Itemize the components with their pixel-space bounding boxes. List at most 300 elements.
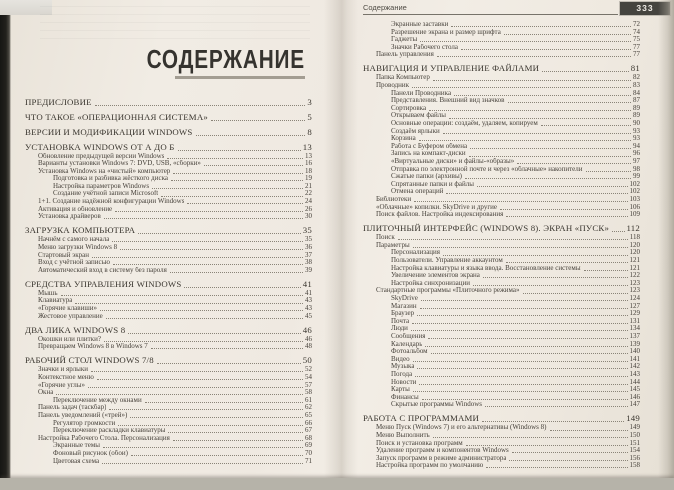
toc-entry-label: Сортировка — [391, 104, 427, 112]
dot-leader — [508, 97, 632, 103]
dot-leader — [486, 462, 627, 468]
dot-leader — [104, 336, 303, 342]
contents-title-underline — [175, 76, 305, 79]
dot-leader — [422, 394, 628, 400]
dot-leader — [95, 97, 306, 106]
dot-leader — [461, 44, 631, 50]
toc-entry-page: 89 — [633, 103, 640, 112]
toc-entry-label: Папка Компьютер — [376, 74, 430, 82]
toc-entry-row — [363, 150, 640, 158]
toc-entry-page: 89 — [633, 111, 640, 120]
contents-title: СОДЕРЖАНИЕ — [146, 44, 305, 74]
toc-entry-page: 52 — [305, 365, 312, 374]
toc-entry-row — [25, 382, 312, 390]
toc-entry-page: 81 — [630, 63, 640, 74]
dot-leader — [428, 333, 627, 339]
toc-entry-row — [363, 280, 640, 288]
toc-entry-page: 118 — [629, 233, 640, 242]
toc-entry-label: «Горячие углы» — [38, 381, 85, 389]
toc-entry-row — [25, 435, 312, 443]
toc-entry-label: Значки Рабочего стола — [391, 43, 459, 51]
dot-leader — [161, 190, 303, 196]
toc-entry-label: Поиск — [376, 234, 395, 242]
toc-entry-page: 41 — [302, 278, 312, 289]
dot-leader — [145, 397, 303, 403]
toc-entry-page: 94 — [633, 141, 640, 150]
scanner-edge-bottom — [0, 478, 674, 490]
toc-entry-page: 106 — [629, 202, 640, 211]
dot-leader — [413, 356, 628, 362]
dot-leader — [420, 303, 628, 309]
toc-entry-label: «Облачные» копилки. SkyDrive и другие — [376, 203, 498, 211]
toc-entry-row — [363, 272, 640, 280]
toc-entry-row — [25, 259, 312, 267]
toc-entry-row — [25, 213, 312, 221]
toc-entry-label: РАБОТА С ПРОГРАММАМИ — [363, 413, 480, 424]
dot-leader — [115, 206, 303, 212]
toc-entry-label: Музыка — [391, 363, 415, 371]
dot-leader — [88, 382, 303, 388]
page-number-badge: 333 — [620, 2, 670, 15]
toc-entry-row — [363, 287, 640, 295]
toc-entry-row — [363, 424, 640, 432]
dot-leader — [473, 280, 627, 286]
toc-entry-page: 43 — [305, 296, 312, 305]
toc-entry-label: Магазин — [391, 302, 417, 310]
dot-leader — [417, 310, 627, 316]
toc-entry-label: Представления. Внешний вид значков — [391, 97, 505, 105]
toc-entry-label: Регулятор громкости — [53, 419, 116, 427]
dot-leader — [469, 150, 631, 156]
toc-entry-label: Фотоальбом — [391, 348, 428, 356]
toc-entry-page: 143 — [629, 369, 640, 378]
toc-entry-page: 84 — [633, 88, 640, 97]
dot-leader — [485, 401, 628, 407]
running-header — [352, 0, 660, 18]
dot-leader — [75, 297, 303, 303]
dot-leader — [483, 272, 628, 278]
toc-entry-row — [363, 211, 640, 219]
toc-entry-page: 57 — [305, 380, 312, 389]
toc-entry-label: НАВИГАЦИЯ И УПРАВЛЕНИЕ ФАЙЛАМИ — [363, 63, 540, 74]
dot-leader — [443, 128, 631, 134]
dot-leader — [411, 325, 628, 331]
toc-entry-row — [363, 120, 640, 128]
toc-entry-label: Поиск и установка программ — [376, 439, 463, 447]
toc-entry-page: 58 — [305, 388, 312, 397]
toc-entry-page: 103 — [629, 194, 640, 203]
toc-entry-page: 18 — [305, 166, 312, 175]
toc-entry-label: Открываем файлы — [391, 112, 446, 120]
toc-entry-label: УСТАНОВКА WINDOWS ОТ А ДО Б — [25, 141, 175, 152]
toc-entry-label: «Виртуальные диски» и файлы-«образы» — [391, 158, 515, 165]
toc-entry-row — [25, 153, 312, 161]
toc-entry-label: Удаление программ и компонентов Windows — [376, 447, 509, 455]
dot-leader — [413, 242, 628, 248]
toc-entry-row — [363, 356, 640, 364]
dot-leader — [118, 420, 303, 426]
toc-entry-page: 30 — [305, 212, 312, 221]
toc-entry-label: Цветовая схема — [53, 457, 100, 465]
toc-entry-row — [363, 310, 640, 318]
dot-leader — [482, 413, 624, 422]
toc-entry-row — [25, 397, 312, 405]
left-page — [10, 0, 332, 478]
toc-chapter-row — [25, 127, 312, 138]
dot-leader — [431, 348, 628, 354]
dot-leader — [56, 389, 303, 395]
dot-leader — [196, 127, 306, 136]
toc-entry-label: Финансы — [391, 393, 419, 401]
toc-entry-label: Отмена операций — [391, 188, 444, 196]
toc-chapter-row — [25, 97, 312, 108]
toc-entry-page: 37 — [305, 250, 312, 259]
toc-entry-page: 16 — [305, 159, 312, 168]
toc-entry-label: Гаджеты — [391, 36, 418, 44]
dot-leader — [187, 198, 303, 204]
toc-chapter-row — [363, 223, 640, 234]
toc-entry-row — [25, 244, 312, 252]
toc-entry-row — [363, 51, 640, 59]
toc-entry-row — [363, 90, 640, 98]
dot-leader — [454, 90, 631, 96]
toc-entry-page: 35 — [305, 235, 312, 244]
toc-entry-label: Варианты установки Windows 7: DVD, USB, «сборки» — [38, 160, 201, 168]
toc-entry-row — [363, 143, 640, 151]
toc-entry-row — [363, 432, 640, 440]
toc-entry-label: Почта — [391, 317, 410, 325]
dot-leader — [421, 295, 628, 301]
toc-entry-label: Параметры — [376, 241, 410, 249]
dot-leader — [152, 183, 303, 189]
toc-entry-row — [363, 265, 640, 273]
toc-entry-page: 19 — [305, 174, 312, 183]
dot-leader — [61, 290, 303, 296]
toc-entry-label: Создаём ярлыки — [391, 127, 440, 135]
toc-entry-row — [363, 440, 640, 448]
toc-entry-page: 124 — [629, 294, 640, 302]
right-page — [352, 0, 660, 478]
toc-entry-row — [363, 166, 640, 174]
toc-entry-label: Меню загрузки Windows 8 — [38, 243, 118, 251]
toc-entry-row — [363, 303, 640, 311]
toc-entry-page: 5 — [307, 111, 312, 122]
toc-entry-label: Сжатые папки (архивы) — [391, 173, 462, 181]
toc-chapter-row — [25, 325, 312, 336]
toc-entry-page: 8 — [307, 126, 312, 137]
dot-leader — [128, 325, 301, 334]
running-header-title: Содержание — [363, 3, 407, 12]
dot-leader — [443, 249, 627, 255]
toc-entry-row — [363, 36, 640, 44]
toc-entry-page: 21 — [305, 181, 312, 190]
dot-leader — [413, 386, 628, 392]
toc-entry-row — [363, 105, 640, 113]
dot-leader — [178, 142, 301, 151]
toc-entry-page: 120 — [629, 240, 640, 249]
dot-leader — [412, 82, 631, 88]
toc-entry-page: 158 — [629, 461, 640, 470]
toc-entry-label: Мышь — [38, 289, 58, 297]
toc-entry-row — [25, 160, 312, 168]
toc-entry-row — [25, 290, 312, 298]
dot-leader — [465, 173, 631, 179]
dot-leader — [517, 158, 631, 164]
toc-entry-page: 13 — [305, 151, 312, 160]
dot-leader — [167, 153, 303, 159]
toc-entry-row — [363, 188, 640, 196]
dot-leader — [92, 252, 303, 258]
toc-entry-row — [25, 427, 312, 435]
toc-entry-label: Активация и обновление — [38, 205, 113, 213]
dot-leader — [446, 188, 627, 194]
toc-entry-row — [25, 267, 312, 275]
toc-entry-label: Установка Windows на «чистый» компьютер — [38, 167, 171, 175]
toc-entry-row — [363, 257, 640, 265]
toc-entry-label: Переключение раскладки клавиатуры — [53, 427, 166, 435]
dot-leader — [437, 51, 631, 57]
dot-leader — [120, 244, 303, 250]
toc-entry-page: 102 — [629, 187, 640, 196]
toc-entry-row — [363, 363, 640, 371]
toc-entry-page: 39 — [305, 265, 312, 274]
toc-chapter-row — [25, 225, 312, 236]
contents-title-block — [107, 46, 305, 79]
toc-entry-page: 98 — [633, 164, 640, 173]
toc-entry-row — [363, 348, 640, 356]
toc-entry-page: 102 — [629, 179, 640, 188]
toc-entry-label: Панель задач (таскбар) — [38, 404, 107, 412]
toc-entry-page: 26 — [305, 204, 312, 213]
dot-leader — [504, 29, 631, 35]
toc-entry-page: 54 — [305, 372, 312, 381]
toc-entry-label: 1+1. Создание надёжной конфигурации Windows — [38, 198, 185, 206]
dot-leader — [433, 432, 628, 438]
toc-entry-label: ДВА ЛИКА WINDOWS 8 — [25, 324, 126, 335]
toc-entry-page: 121 — [629, 256, 640, 265]
toc-entry-page: 35 — [302, 225, 312, 236]
toc-entry-label: Библиотеки — [376, 195, 412, 203]
dot-leader — [419, 135, 631, 141]
toc-entry-page: 41 — [305, 288, 312, 297]
toc-entry-row — [25, 389, 312, 397]
toc-entry-row — [25, 236, 312, 244]
toc-entry-row — [363, 204, 640, 212]
toc-entry-label: Панели Проводника — [391, 89, 452, 97]
dot-leader — [419, 379, 627, 385]
dot-leader — [211, 112, 305, 121]
dot-leader — [500, 204, 627, 210]
toc-entry-page: 150 — [629, 431, 640, 439]
toc-entry-row — [25, 458, 312, 466]
toc-entry-page: 121 — [629, 263, 640, 272]
running-header-rule — [363, 14, 618, 15]
dot-leader — [100, 305, 303, 311]
toc-entry-row — [363, 158, 640, 166]
dot-leader — [204, 160, 303, 166]
toc-entry-page: 123 — [629, 278, 640, 287]
toc-entry-row — [25, 183, 312, 191]
toc-entry-row — [363, 318, 640, 326]
toc-entry-page: 3 — [307, 96, 312, 107]
dot-leader — [550, 424, 628, 430]
toc-entry-page: 74 — [633, 27, 640, 36]
toc-entry-page: 77 — [633, 50, 640, 59]
toc-entry-row — [25, 336, 312, 344]
toc-entry-page: 69 — [305, 441, 312, 450]
toc-chapter-row — [363, 63, 640, 74]
toc-entry-row — [25, 313, 312, 321]
toc-entry-label: SkyDrive — [391, 295, 418, 302]
toc-entry-row — [363, 295, 640, 303]
toc-entry-row — [363, 447, 640, 455]
toc-entry-label: Значки и ярлыки — [38, 366, 88, 374]
dot-leader — [584, 265, 628, 271]
dot-leader — [157, 355, 301, 364]
dot-leader — [130, 412, 303, 418]
toc-entry-label: Окна — [38, 389, 54, 397]
toc-entry-label: Вход с учётной записью — [38, 259, 111, 267]
toc-chapter-row — [25, 142, 312, 153]
dot-leader — [97, 374, 303, 380]
toc-entry-label: Пользователи. Управление аккаунтом — [391, 257, 503, 265]
toc-entry-page: 43 — [305, 304, 312, 312]
toc-entry-row — [25, 175, 312, 183]
dot-leader — [184, 279, 300, 288]
right-toc — [363, 21, 640, 470]
toc-entry-page: 13 — [302, 141, 312, 152]
toc-entry-page: 68 — [305, 433, 312, 442]
toc-entry-page: 45 — [305, 311, 312, 320]
toc-entry-row — [25, 190, 312, 198]
toc-entry-label: Стандартные программы «Плиточного режима» — [376, 287, 520, 295]
toc-entry-page: 65 — [305, 410, 312, 419]
dot-leader — [168, 427, 303, 433]
toc-entry-page: 72 — [633, 20, 640, 28]
toc-entry-row — [363, 379, 640, 387]
toc-entry-page: 77 — [633, 42, 640, 51]
toc-entry-label: Отправка по электронной почте и через «облачные» накопители — [391, 165, 583, 173]
dot-leader — [433, 74, 631, 80]
dot-leader — [506, 257, 628, 263]
toc-entry-label: Превращаем Windows 8 в Windows 7 — [38, 343, 148, 351]
dot-leader — [586, 166, 631, 172]
toc-entry-label: Меню Пуск (Windows 7) и его альтернативы (Windows 8) — [376, 424, 547, 432]
toc-entry-row — [363, 196, 640, 204]
toc-entry-label: ЗАГРУЗКА КОМПЬЮТЕРА — [25, 225, 136, 236]
toc-entry-row — [363, 135, 640, 143]
toc-entry-label: РАБОЧИЙ СТОЛ WINDOWS 7/8 — [25, 355, 154, 366]
dot-leader — [429, 105, 631, 111]
toc-entry-row — [363, 333, 640, 341]
dot-leader — [173, 168, 303, 174]
toc-entry-page: 24 — [305, 197, 312, 206]
toc-entry-page: 139 — [629, 339, 640, 348]
toc-entry-page: 145 — [629, 385, 640, 394]
toc-entry-label: Клавиатура — [38, 297, 73, 305]
toc-entry-page: 93 — [633, 134, 640, 143]
toc-entry-page: 22 — [305, 189, 312, 198]
dot-leader — [131, 450, 303, 456]
toc-entry-label: Основные операции: создаём, удаляем, копируем — [391, 120, 538, 128]
dot-leader — [414, 196, 627, 202]
toc-entry-label: Настройка клавиатуры и языка ввода. Восстановление системы — [391, 264, 581, 272]
toc-entry-page: 97 — [633, 157, 640, 165]
toc-entry-row — [25, 450, 312, 458]
toc-entry-label: Погода — [391, 370, 413, 378]
dot-leader — [109, 404, 303, 410]
toc-entry-page: 137 — [629, 331, 640, 340]
toc-entry-row — [363, 97, 640, 105]
toc-entry-label: Настройка синхронизации — [391, 279, 471, 287]
toc-entry-label: Панель управления — [376, 51, 434, 59]
toc-entry-label: «Горячие клавиши» — [38, 305, 97, 312]
toc-entry-label: Разрешение экрана и размер шрифта — [391, 28, 501, 36]
dot-leader — [91, 366, 303, 372]
toc-entry-label: Экранные заставки — [391, 21, 449, 28]
toc-entry-row — [363, 371, 640, 379]
toc-entry-page: 142 — [629, 362, 640, 371]
toc-entry-row — [25, 366, 312, 374]
toc-entry-label: Люди — [391, 325, 408, 333]
toc-entry-row — [363, 401, 640, 409]
toc-entry-label: Карты — [391, 386, 410, 394]
dot-leader — [470, 143, 631, 149]
scanner-edge-left — [0, 15, 11, 478]
toc-entry-row — [25, 374, 312, 382]
dot-leader — [171, 175, 303, 181]
toc-entry-row — [25, 198, 312, 206]
toc-entry-row — [363, 173, 640, 181]
toc-entry-row — [363, 181, 640, 189]
toc-entry-page: 96 — [633, 149, 640, 158]
toc-entry-page: 46 — [305, 334, 312, 343]
toc-entry-label: Подготовка и разбивка жёсткого диска — [53, 175, 168, 183]
dot-leader — [417, 363, 627, 369]
toc-entry-label: Обновление предыдущей версии Windows — [38, 152, 165, 160]
toc-entry-label: ВЕРСИИ И МОДИФИКАЦИИ WINDOWS — [25, 126, 193, 137]
toc-entry-row — [363, 242, 640, 250]
toc-entry-label: Фоновый рисунок (обои) — [53, 449, 128, 457]
toc-entry-row — [25, 252, 312, 260]
dot-leader — [477, 181, 628, 187]
toc-entry-label: Календарь — [391, 340, 423, 348]
toc-entry-page: 48 — [305, 342, 312, 351]
dot-leader — [542, 63, 629, 72]
toc-entry-row — [363, 82, 640, 90]
toc-entry-page: 83 — [633, 81, 640, 90]
left-toc — [25, 92, 312, 465]
dot-leader — [412, 318, 627, 324]
toc-entry-page: 109 — [629, 210, 640, 219]
toc-entry-row — [25, 343, 312, 351]
toc-entry-row — [363, 74, 640, 82]
toc-entry-row — [363, 462, 640, 470]
toc-entry-label: Поиск файлов. Настройка индексирования — [376, 211, 504, 219]
dot-leader — [102, 458, 303, 464]
toc-entry-page: 46 — [302, 324, 312, 335]
toc-entry-label: ПЛИТОЧНЫЙ ИНТЕРФЕЙС (WINDOWS 8). ЭКРАН «ПУСК» — [363, 223, 610, 234]
toc-entry-page: 36 — [305, 242, 312, 251]
toc-entry-page: 147 — [629, 400, 640, 409]
toc-entry-page: 93 — [633, 126, 640, 135]
toc-entry-label: Начнём с самого начала — [38, 236, 110, 244]
toc-entry-row — [25, 420, 312, 428]
toc-entry-label: Проводник — [376, 82, 410, 90]
toc-entry-row — [363, 455, 640, 463]
scan-edge-right — [658, 0, 674, 478]
dot-leader — [138, 225, 301, 234]
